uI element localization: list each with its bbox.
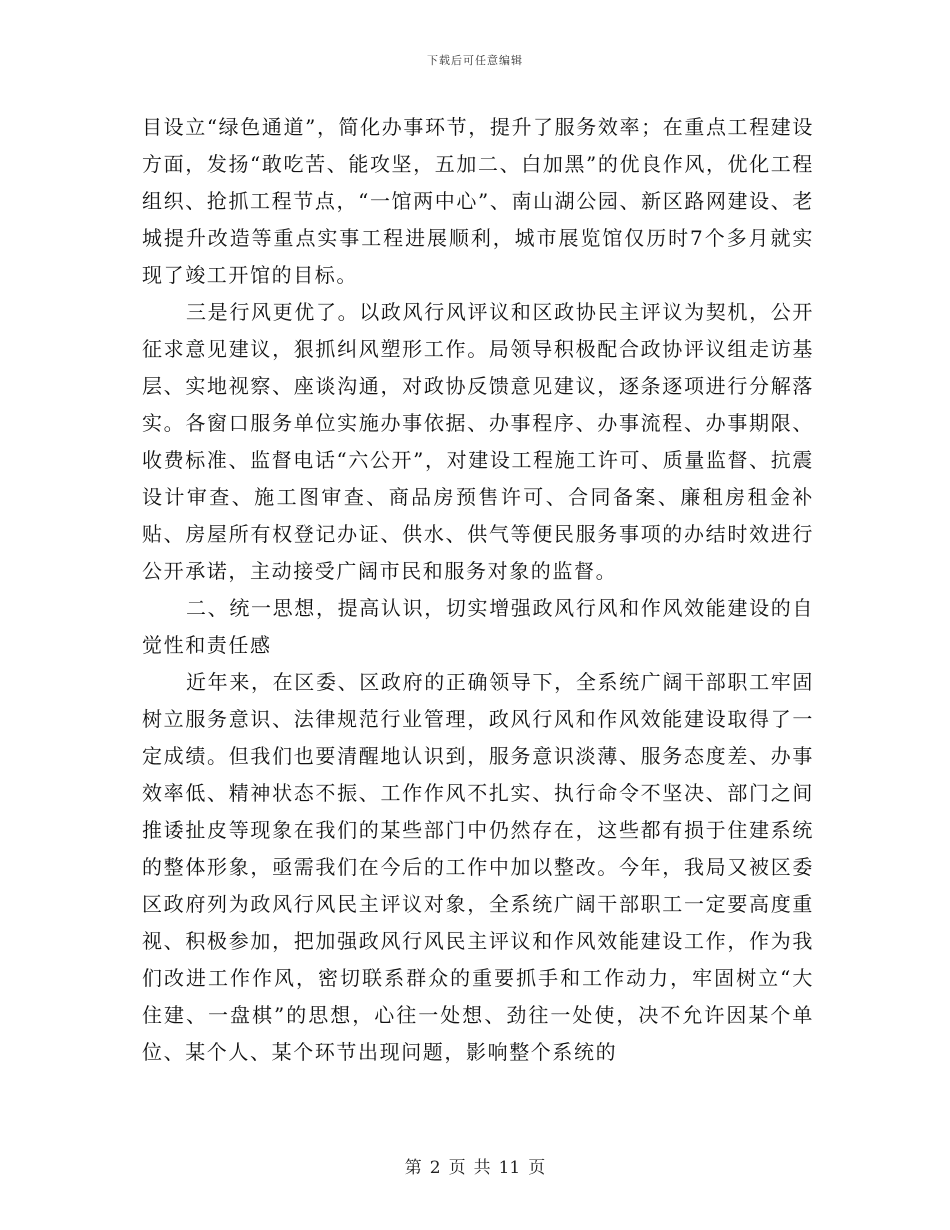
document-body	[142, 109, 814, 1071]
paragraph-2: 三是行风更优了。以政风行风评议和区政协民主评议为契机，公开征求意见建议，狠抓纠风塑形工作。局领导积极配合政协评议组走访基层、实地视察、座谈沟通，对政协反馈意见建议，逐条逐项进行分解落实。各窗口服务单位实施办事依据、办事程序、办事流程、办事期限、收费标准、监督电话“六公开”，对建设工程施工许可、质量监督、抗震设计审查、施工图审查、商品房预售许可、合同备案、廉租房租金补贴、房屋所有权登记办证、供水、供气等便民服务事项的办结时效进行公开承诺，主动接受广阔市民和服务对象的监督。	[142, 300, 814, 583]
header-note: 下载后可任意编辑	[427, 54, 523, 67]
page-header	[0, 52, 950, 68]
section-heading: 二、统一思想，提高认识，切实增强政风行风和作风效能建设的自觉性和责任感	[142, 596, 814, 657]
page-footer	[0, 1153, 950, 1178]
paragraph-3: 近年来，在区委、区政府的正确领导下，全系统广阔干部职工牢固树立服务意识、法律规范行业管理，政风行风和作风效能建设取得了一定成绩。但我们也要清醒地认识到，服务意识淡薄、服务态度差、办事效率低、精神状态不振、工作作风不扎实、执行命令不坚决、部门之间推诿扯皮等现象在我们的某些部门中仍然存在，这些都有损于住建系统的整体形象，亟需我们在今后的工作中加以整改。今年，我局又被区委区政府列为政风行风民主评议对象，全系统广阔干部职工一定要高度重视、积极参加，把加强政风行风民主评议和作风效能建设工作，作为我们改进工作作风，密切联系群众的重要抓手和工作动力，牢固树立“大住建、一盘棋”的思想，心往一处想、劲往一处使，决不允许因某个单位、某个人、某个环节出现问题，影响整个系统的	[142, 670, 814, 1064]
footer-prefix: 第	[404, 1158, 422, 1178]
total-pages-number: 11	[498, 1158, 521, 1178]
footer-total-word: 共	[473, 1158, 491, 1178]
footer-page-word: 页	[448, 1158, 466, 1178]
current-page-number: 2	[429, 1158, 441, 1178]
footer-suffix: 页	[528, 1158, 546, 1178]
paragraph-1: 目设立“绿色通道”，简化办事环节，提升了服务效率；在重点工程建设方面，发扬“敢吃苦、能攻坚，五加二、白加黑”的优良作风，优化工程组织、抢抓工程节点，“一馆两中心”、南山湖公园、新区路网建设、老城提升改造等重点实事工程进展顺利，城市展览馆仅历时7个多月就实现了竣工开馆的目标。	[142, 115, 814, 287]
